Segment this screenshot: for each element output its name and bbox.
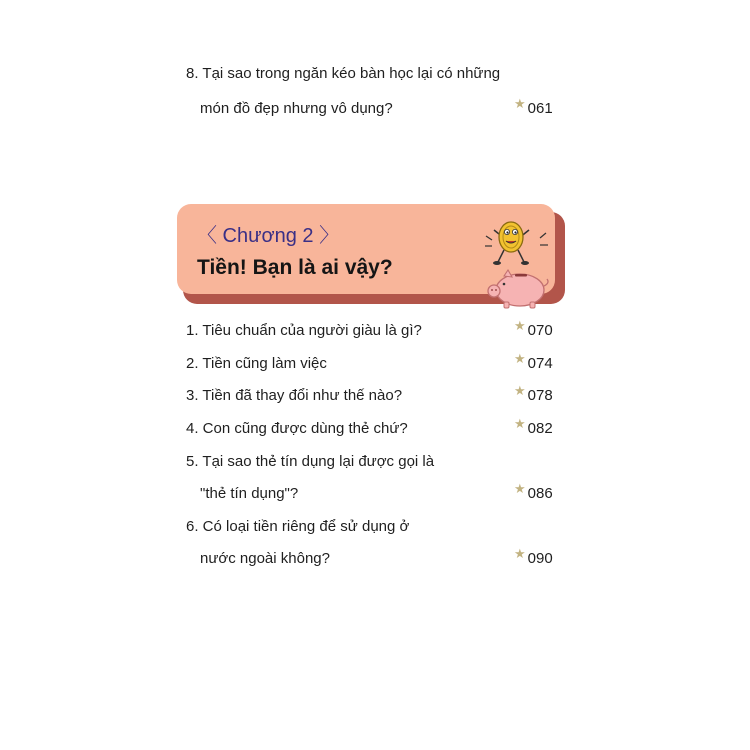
toc-entry-6-page xyxy=(514,546,553,569)
star-icon: ★ xyxy=(514,351,526,366)
page-number: 061 xyxy=(527,100,553,117)
coin-character-icon xyxy=(493,222,529,265)
star-icon: ★ xyxy=(514,318,526,333)
page-number: 074 xyxy=(527,355,553,372)
toc-entry-2: 2. Tiền cũng làm việc xyxy=(186,355,327,372)
chapter-label: 〈 Chương 2 〉 xyxy=(197,225,340,247)
toc-entry-4: 4. Con cũng được dùng thẻ chứ? xyxy=(186,420,408,437)
star-icon: ★ xyxy=(514,481,526,496)
toc-entry-5-page xyxy=(514,481,553,504)
toc-entry-6-line-2: nước ngoài không? xyxy=(200,550,330,567)
toc-entry-5-line-1: 5. Tại sao thẻ tín dụng lại được gọi là xyxy=(186,453,435,470)
toc-entry-6-line-1: 6. Có loại tiền riêng để sử dụng ở xyxy=(186,518,410,535)
toc-entry-5-line-2: "thẻ tín dụng"? xyxy=(200,485,299,502)
page-number: 090 xyxy=(527,550,553,567)
toc-entry-8-line-1: 8. Tại sao trong ngăn kéo bàn học lại có những xyxy=(186,65,501,82)
toc-entry-1-page xyxy=(514,318,553,341)
toc-entry-1: 1. Tiêu chuẩn của người giàu là gì? xyxy=(186,322,422,339)
star-icon: ★ xyxy=(514,383,526,398)
coin-and-piggy-bank-illustration xyxy=(482,210,552,310)
page-number: 070 xyxy=(527,322,553,339)
toc-entry-2-page xyxy=(514,351,553,374)
toc-entry-3-page xyxy=(514,383,553,406)
star-icon: ★ xyxy=(514,96,526,111)
toc-entry-3: 3. Tiền đã thay đổi như thế nào? xyxy=(186,387,403,404)
page-number: 078 xyxy=(527,387,553,404)
toc-entry-8-page xyxy=(514,96,553,119)
page-number: 086 xyxy=(527,485,553,502)
toc-entry-8-line-2: món đồ đẹp nhưng vô dụng? xyxy=(200,100,393,117)
page-number: 082 xyxy=(527,420,553,437)
toc-entry-4-page xyxy=(514,416,553,439)
star-icon: ★ xyxy=(514,416,526,431)
piggy-bank-icon xyxy=(488,270,548,308)
chapter-title: Tiền! Bạn là ai vậy? xyxy=(197,256,393,279)
star-icon: ★ xyxy=(514,546,526,561)
